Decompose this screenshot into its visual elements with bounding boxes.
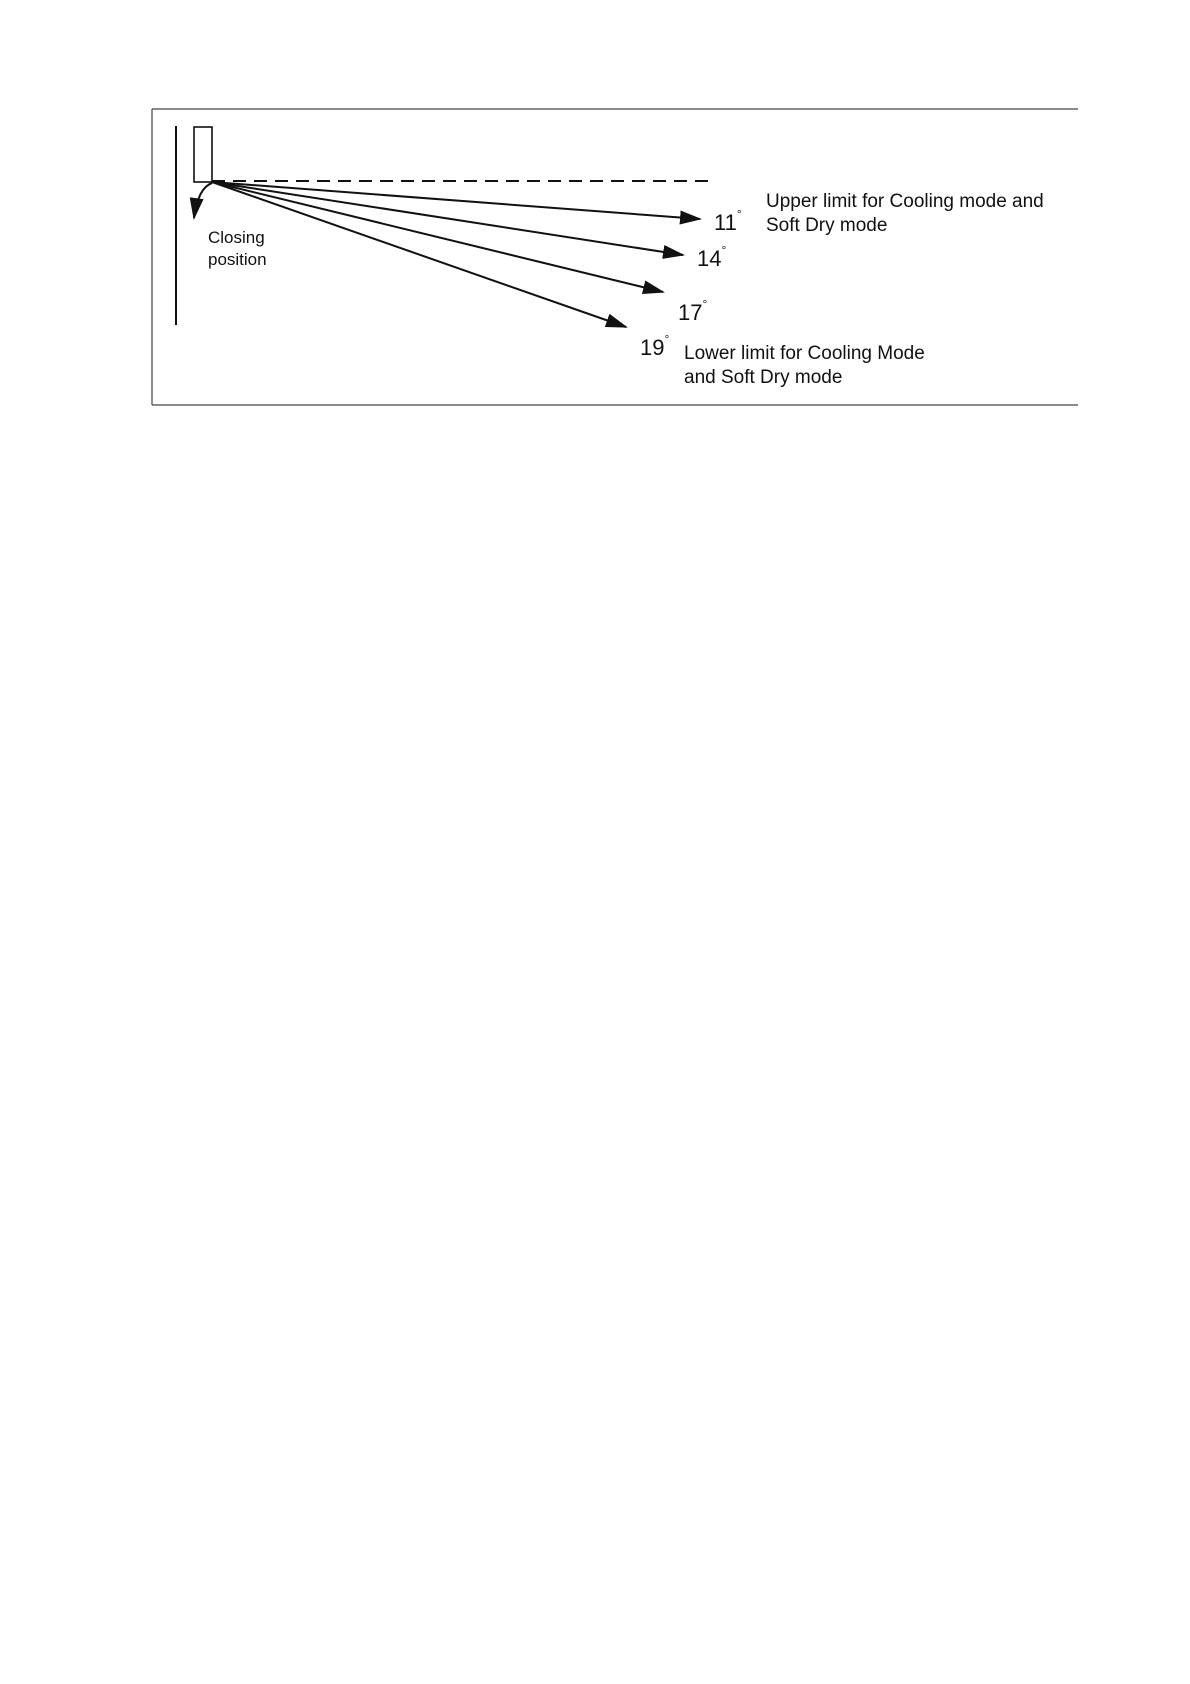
- angle-arrows: [212, 182, 700, 327]
- angle-label-19: 19°: [640, 332, 670, 360]
- angle-label-17: 17°: [678, 297, 708, 325]
- closing-label-line-2: position: [208, 250, 267, 269]
- upper-note-line-1: Upper limit for Cooling mode and: [766, 191, 1044, 212]
- figure-frame: [152, 109, 1078, 405]
- lower-note-line-1: Lower limit for Cooling Mode: [684, 343, 925, 364]
- closing-label-line-1: Closing: [208, 228, 265, 247]
- closing-position-arrow: [194, 183, 212, 218]
- angle-label-11: 11°: [714, 207, 742, 235]
- upper-limit-note: [766, 191, 1049, 236]
- lower-limit-note: [684, 343, 930, 388]
- lower-note-line-2: and Soft Dry mode: [684, 367, 843, 388]
- closing-position-label: [208, 228, 269, 269]
- angle-arrow-14: [212, 182, 683, 255]
- angle-label-14: 14°: [697, 243, 727, 271]
- upper-note-line-2: Soft Dry mode: [766, 215, 888, 236]
- angle-arrow-19: [212, 182, 626, 327]
- louver-vane: [194, 127, 212, 182]
